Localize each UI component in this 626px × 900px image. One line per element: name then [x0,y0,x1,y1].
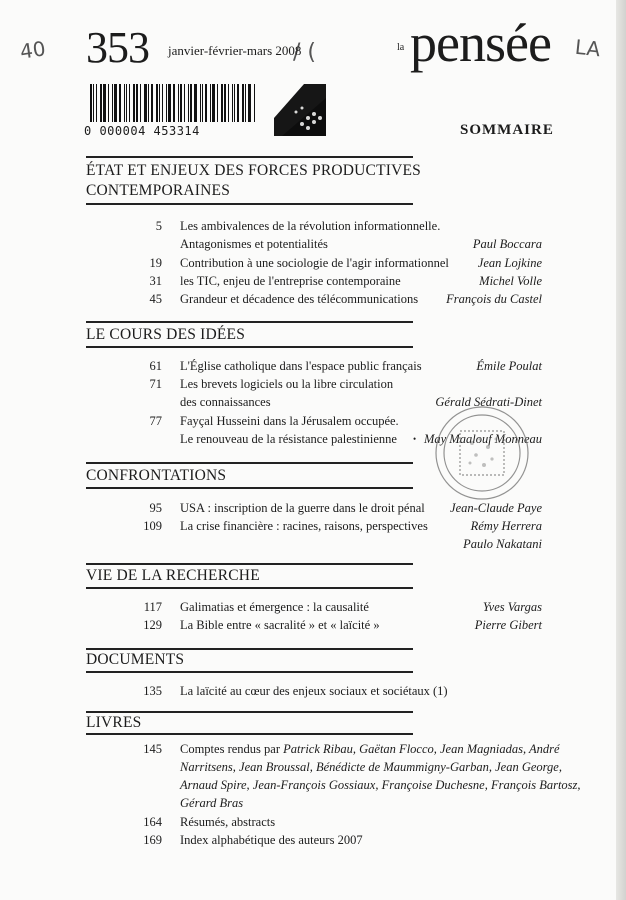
section-title-etat-line1: ÉTAT ET ENJEUX DES FORCES PRODUCTIVES [86,162,421,179]
handwritten-note-mid: / ( [293,40,316,65]
barcode-bar [129,84,130,122]
entry-title: Résumés, abstracts [180,815,276,829]
entry-author: Michel Volle [479,274,542,288]
section-rule [86,321,413,323]
section-title-recherche: VIE DE LA RECHERCHE [86,567,260,584]
entry-page: 5 [155,219,162,233]
entry-title: La crise financière : racines, raisons, perspectives [180,519,428,533]
barcode-bar [210,84,211,122]
entry-title: La Bible entre « sacralité » et « laïcité » [180,618,380,632]
barcode-bar [151,84,153,122]
barcode-bar [136,84,138,122]
sommaire-heading: SOMMAIRE [460,122,554,138]
section-rule [86,462,413,464]
entry-title: Contribution à une sociologie de l'agir informationnel [180,256,449,270]
barcode-bar [232,84,233,122]
barcode-bar [212,84,215,122]
entry-title [180,742,560,757]
entry-author-2: Paulo Nakatani [463,537,542,551]
barcode-bar [254,84,255,122]
logo-prefix: la [397,42,405,53]
section-rule [86,733,413,735]
entry-author: François du Castel [446,292,542,306]
barcode-bar [234,84,235,122]
barcode-bar [162,84,163,122]
barcode-bar [188,84,189,122]
entry-page: 77 [149,414,162,428]
barcode-bar [194,84,197,122]
entry-page: 145 [143,742,162,756]
barcode-bar [168,84,171,122]
section-rule [86,487,413,489]
barcode-bar [148,84,149,122]
entry-page: 71 [149,377,162,391]
barcode-bar [90,84,92,122]
entry-title: Les brevets logiciels ou la libre circulation [180,377,394,391]
barcode-bar [228,84,229,122]
entry-author: Émile Poulat [476,359,542,373]
entry-page: 135 [143,684,162,698]
barcode-bar [159,84,160,122]
entry-author: Jean Lojkine [477,256,542,270]
section-title-confrontations: CONFRONTATIONS [86,467,227,484]
barcode-bar [221,84,223,122]
barcode-bar [144,84,147,122]
section-rule [86,648,413,650]
section-title-etat-line2: CONTEMPORAINES [86,182,231,199]
barcode-bar [180,84,182,122]
handwritten-note-left: 40 [18,36,47,64]
entry-page: 117 [143,600,162,614]
entry-page: 164 [143,815,162,829]
section-rule [86,156,413,158]
entry-author: Jean-Claude Paye [450,501,542,515]
barcode-bar [96,84,97,122]
barcode-bar [217,84,218,122]
barcode-bar [93,84,94,122]
barcode-bar [133,84,135,122]
entry-author: Paul Boccara [472,237,542,251]
entry-bullet: • [413,434,417,444]
entry-names-cont: Arnaud Spire, Jean-François Gossiaux, Françoise Duchesne, François Bartosz, [180,778,581,792]
barcode-bars [90,84,270,122]
section-title-cours: LE COURS DES IDÉES [86,326,246,343]
barcode-bar [126,84,127,122]
issue-number: 353 [86,23,149,72]
entry-author: Gérald Sédrati-Dinet [435,395,542,409]
entry-title-cont: Le renouveau de la résistance palestinienne [180,432,397,446]
entry-author: Yves Vargas [482,600,542,614]
entry-title: Galimatias et émergence : la causalité [180,600,369,614]
barcode-bar [224,84,226,122]
barcode-bar [124,84,125,122]
journal-logo: pensée [410,13,551,73]
entry-prefix: Comptes rendus par [180,742,284,756]
barcode-bar [205,84,207,122]
library-stamp-icon [430,395,532,515]
entry-author: Pierre Gibert [474,618,542,632]
entry-title: Index alphabétique des auteurs 2007 [180,833,363,847]
barcode-bar [156,84,158,122]
entry-author: Rémy Herrera [470,519,542,533]
barcode [84,84,270,142]
entry-page: 109 [143,519,162,533]
barcode-bar [248,84,251,122]
entry-title: Fayçal Husseini dans la Jérusalem occupée. [180,414,399,428]
barcode-bar [112,84,113,122]
section-rule [86,563,413,565]
entry-page: 169 [143,833,162,847]
publisher-emblem-icon [274,84,326,136]
issue-date: janvier-février-mars 2008 [168,43,302,58]
barcode-bar [184,84,185,122]
entry-title-cont: des connaissances [180,395,271,409]
section-rule [86,671,413,673]
entry-page: 61 [149,359,162,373]
section-title-livres: LIVRES [86,714,142,731]
entry-page: 19 [149,256,162,270]
section-rule [86,587,413,589]
section-rule [86,711,413,713]
entry-title: USA : inscription de la guerre dans le droit pénal [180,501,425,515]
barcode-bar [202,84,203,122]
entry-title-cont: Antagonismes et potentialités [180,237,328,251]
section-rule [86,346,413,348]
barcode-bar [100,84,102,122]
barcode-bar [245,84,246,122]
entry-title: L'Église catholique dans l'espace public français [180,359,422,373]
section-title-documents: DOCUMENTS [86,651,185,668]
entry-names-cont: Gérard Bras [180,796,244,810]
entry-names: Patrick Ribau, Gaëtan Flocco, Jean Magniadas, André [283,742,560,756]
entry-title: les TIC, enjeu de l'entreprise contemporaine [180,274,401,288]
entry-title: Grandeur et décadence des télécommunications [180,292,419,306]
barcode-bar [166,84,167,122]
barcode-bar [200,84,201,122]
barcode-bar [173,84,175,122]
handwritten-note-right: LA [573,34,602,62]
barcode-bar [108,84,109,122]
entry-page: 95 [149,501,162,515]
barcode-bar [237,84,239,122]
entry-names-cont: Narritsens, Jean Broussal, Bénédicte de Maummigny-Garban, Jean George, [180,760,562,774]
barcode-digits: 0 000004 453314 [84,124,200,138]
barcode-bar [140,84,141,122]
barcode-bar [178,84,179,122]
entry-title: Les ambivalences de la révolution informationnelle. [180,219,441,233]
entry-title: La laïcité au cœur des enjeux sociaux et sociétaux (1) [180,684,448,698]
page-edge-shadow [616,0,626,900]
entry-page: 45 [149,292,162,306]
barcode-bar [190,84,192,122]
barcode-bar [119,84,121,122]
entry-page: 129 [143,618,162,632]
entry-author: May Maalouf Monneau [423,432,542,446]
barcode-bar [103,84,106,122]
barcode-bar [242,84,244,122]
barcode-bar [114,84,117,122]
section-rule [86,203,413,205]
entry-page: 31 [149,274,162,288]
